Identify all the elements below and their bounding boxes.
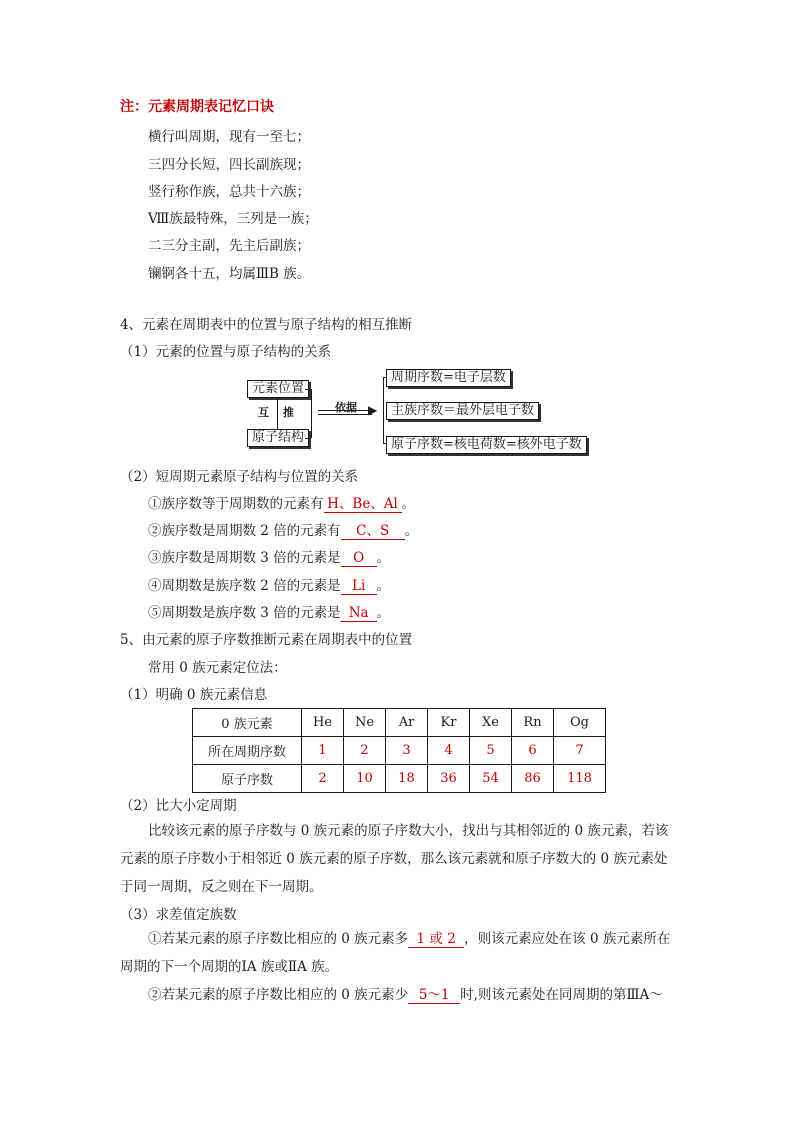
table-header: Og xyxy=(554,709,606,737)
mnemonic-line: 镧锕各十五，均属ⅢB 族。 xyxy=(148,266,311,282)
rule-period: 周期序数=电子层数 xyxy=(386,369,511,387)
table-cell: 86 xyxy=(512,765,554,793)
mnemonic-line: 三四分长短，四长副族现； xyxy=(148,157,310,173)
arrow-head-icon: ▶ xyxy=(368,403,378,417)
table-cell: 118 xyxy=(554,765,606,793)
fill-item xyxy=(148,519,418,540)
table-cell: 10 xyxy=(344,765,386,793)
fill-item-text: ②族序数是周期数 2 倍的元素有 xyxy=(148,523,341,539)
mnemonic-line: 二三分主副，先主后副族； xyxy=(148,238,310,254)
box-element-position: 元素位置 xyxy=(247,380,309,398)
table-cell: 3 xyxy=(386,737,428,765)
fill-item xyxy=(148,574,390,595)
brace-line xyxy=(383,377,384,443)
fill-item xyxy=(148,492,415,513)
fill-item-text: ③族序数是周期数 3 倍的元素是 xyxy=(148,550,341,566)
fill-item xyxy=(148,601,390,622)
fill-answer: H、Be、Al xyxy=(324,497,402,513)
noble-gas-table xyxy=(192,708,606,793)
table-header: Xe xyxy=(470,709,512,737)
mnemonic-line: Ⅷ族最特殊，三列是一族； xyxy=(148,211,318,227)
section-4-sub2: （2）短周期元素原子结构与位置的关系 xyxy=(120,469,359,485)
para-text: ②若某元素的原子序数比相应的 0 族元素少 xyxy=(148,987,409,1003)
fill-item-text: ⑤周期数是族序数 3 倍的元素是 xyxy=(148,605,341,621)
fill-item-end: 。 xyxy=(376,605,391,621)
table-cell: 7 xyxy=(554,737,606,765)
compare-paragraph: 比较该元素的原子序数与 0 族元素的原子序数大小，找出与其相邻近的 0 族元素，若该元素的原子序数小于相邻近 0 族元素的原子序数，那么该元素就和原子序数大的 0 族元素处于同一周期，反之则在下一周期。 xyxy=(120,823,669,895)
row-label: 原子序数 xyxy=(193,765,302,793)
fill-answer: Na xyxy=(341,606,377,622)
table-header-row xyxy=(193,709,606,737)
table-header: Kr xyxy=(428,709,470,737)
section-5-heading: 5、由元素的原子序数推断元素在周期表中的位置 xyxy=(120,632,413,648)
fill-item-end: 。 xyxy=(376,550,391,566)
table-cell: 18 xyxy=(386,765,428,793)
mnemonic-line: 竖行称作族，总共十六族； xyxy=(148,184,310,200)
fill-answer: 5～1 xyxy=(408,988,460,1004)
para-text: 时,则该元素处在同周期的第ⅢA～ xyxy=(460,987,663,1003)
box-atomic-structure: 原子结构 xyxy=(247,429,309,447)
mutual-label-2: 推 xyxy=(283,406,294,419)
section-5-sub1: （1）明确 0 族元素信息 xyxy=(120,687,268,703)
table-cell: 2 xyxy=(302,765,344,793)
table-cell: 54 xyxy=(470,765,512,793)
fill-item-end: 。 xyxy=(376,578,391,594)
table-cell: 4 xyxy=(428,737,470,765)
note-title: 注：元素周期表记忆口诀 xyxy=(120,99,274,115)
table-header: 0 族元素 xyxy=(193,709,302,737)
para-text: ，则该元素应处在该 0 族元素所在周期的下一个周期的ⅠA 族或ⅡA 族。 xyxy=(120,931,671,975)
mutual-arrow-line xyxy=(277,398,278,429)
table-cell: 5 xyxy=(470,737,512,765)
mutual-label-1: 互 xyxy=(258,406,269,419)
fill-item-text: ④周期数是族序数 2 倍的元素是 xyxy=(148,578,341,594)
section-5-sub2: （2）比大小定周期 xyxy=(120,798,237,814)
table-cell: 1 xyxy=(302,737,344,765)
table-cell: 6 xyxy=(512,737,554,765)
rule-main-group: 主族序数＝最外层电子数 xyxy=(386,402,539,420)
fill-item-text: ①族序数等于周期数的元素有 xyxy=(148,496,324,512)
bracket-bottom xyxy=(305,438,311,439)
fill-answer: Li xyxy=(341,579,377,595)
section-4-heading: 4、元素在周期表中的位置与原子结构的相互推断 xyxy=(120,317,413,333)
para-text: ①若某元素的原子序数比相应的 0 族元素多 xyxy=(148,931,409,947)
table-cell: 2 xyxy=(344,737,386,765)
section-5-sub3: （3）求差值定族数 xyxy=(120,907,237,923)
basis-arrow-1 xyxy=(318,410,372,411)
section-4-sub1: （1）元素的位置与原子结构的关系 xyxy=(120,344,332,360)
table-header: He xyxy=(302,709,344,737)
difference-paragraph-1 xyxy=(120,925,676,981)
fill-item xyxy=(148,546,390,567)
rule-atomic-number: 原子序数=核电荷数=核外电子数 xyxy=(386,436,587,454)
difference-paragraph-2 xyxy=(120,981,700,1009)
table-cell: 36 xyxy=(428,765,470,793)
row-label: 所在周期序数 xyxy=(193,737,302,765)
fill-answer: O xyxy=(341,551,377,567)
section-5-intro: 常用 0 族元素定位法： xyxy=(148,660,287,676)
fill-answer: 1 或 2 xyxy=(408,932,464,948)
bracket-line xyxy=(311,389,312,438)
bracket-top xyxy=(305,389,311,390)
table-row xyxy=(193,765,606,793)
basis-label: 依据 xyxy=(335,401,357,414)
table-header: Rn xyxy=(512,709,554,737)
fill-answer: C、S xyxy=(341,524,405,540)
fill-item-end: 。 xyxy=(401,496,415,512)
table-header: Ne xyxy=(344,709,386,737)
table-header: Ar xyxy=(386,709,428,737)
basis-arrow-2 xyxy=(318,414,372,415)
fill-item-end: 。 xyxy=(404,523,419,539)
mnemonic-line: 横行叫周期，现有一至七； xyxy=(148,129,310,145)
table-row xyxy=(193,737,606,765)
